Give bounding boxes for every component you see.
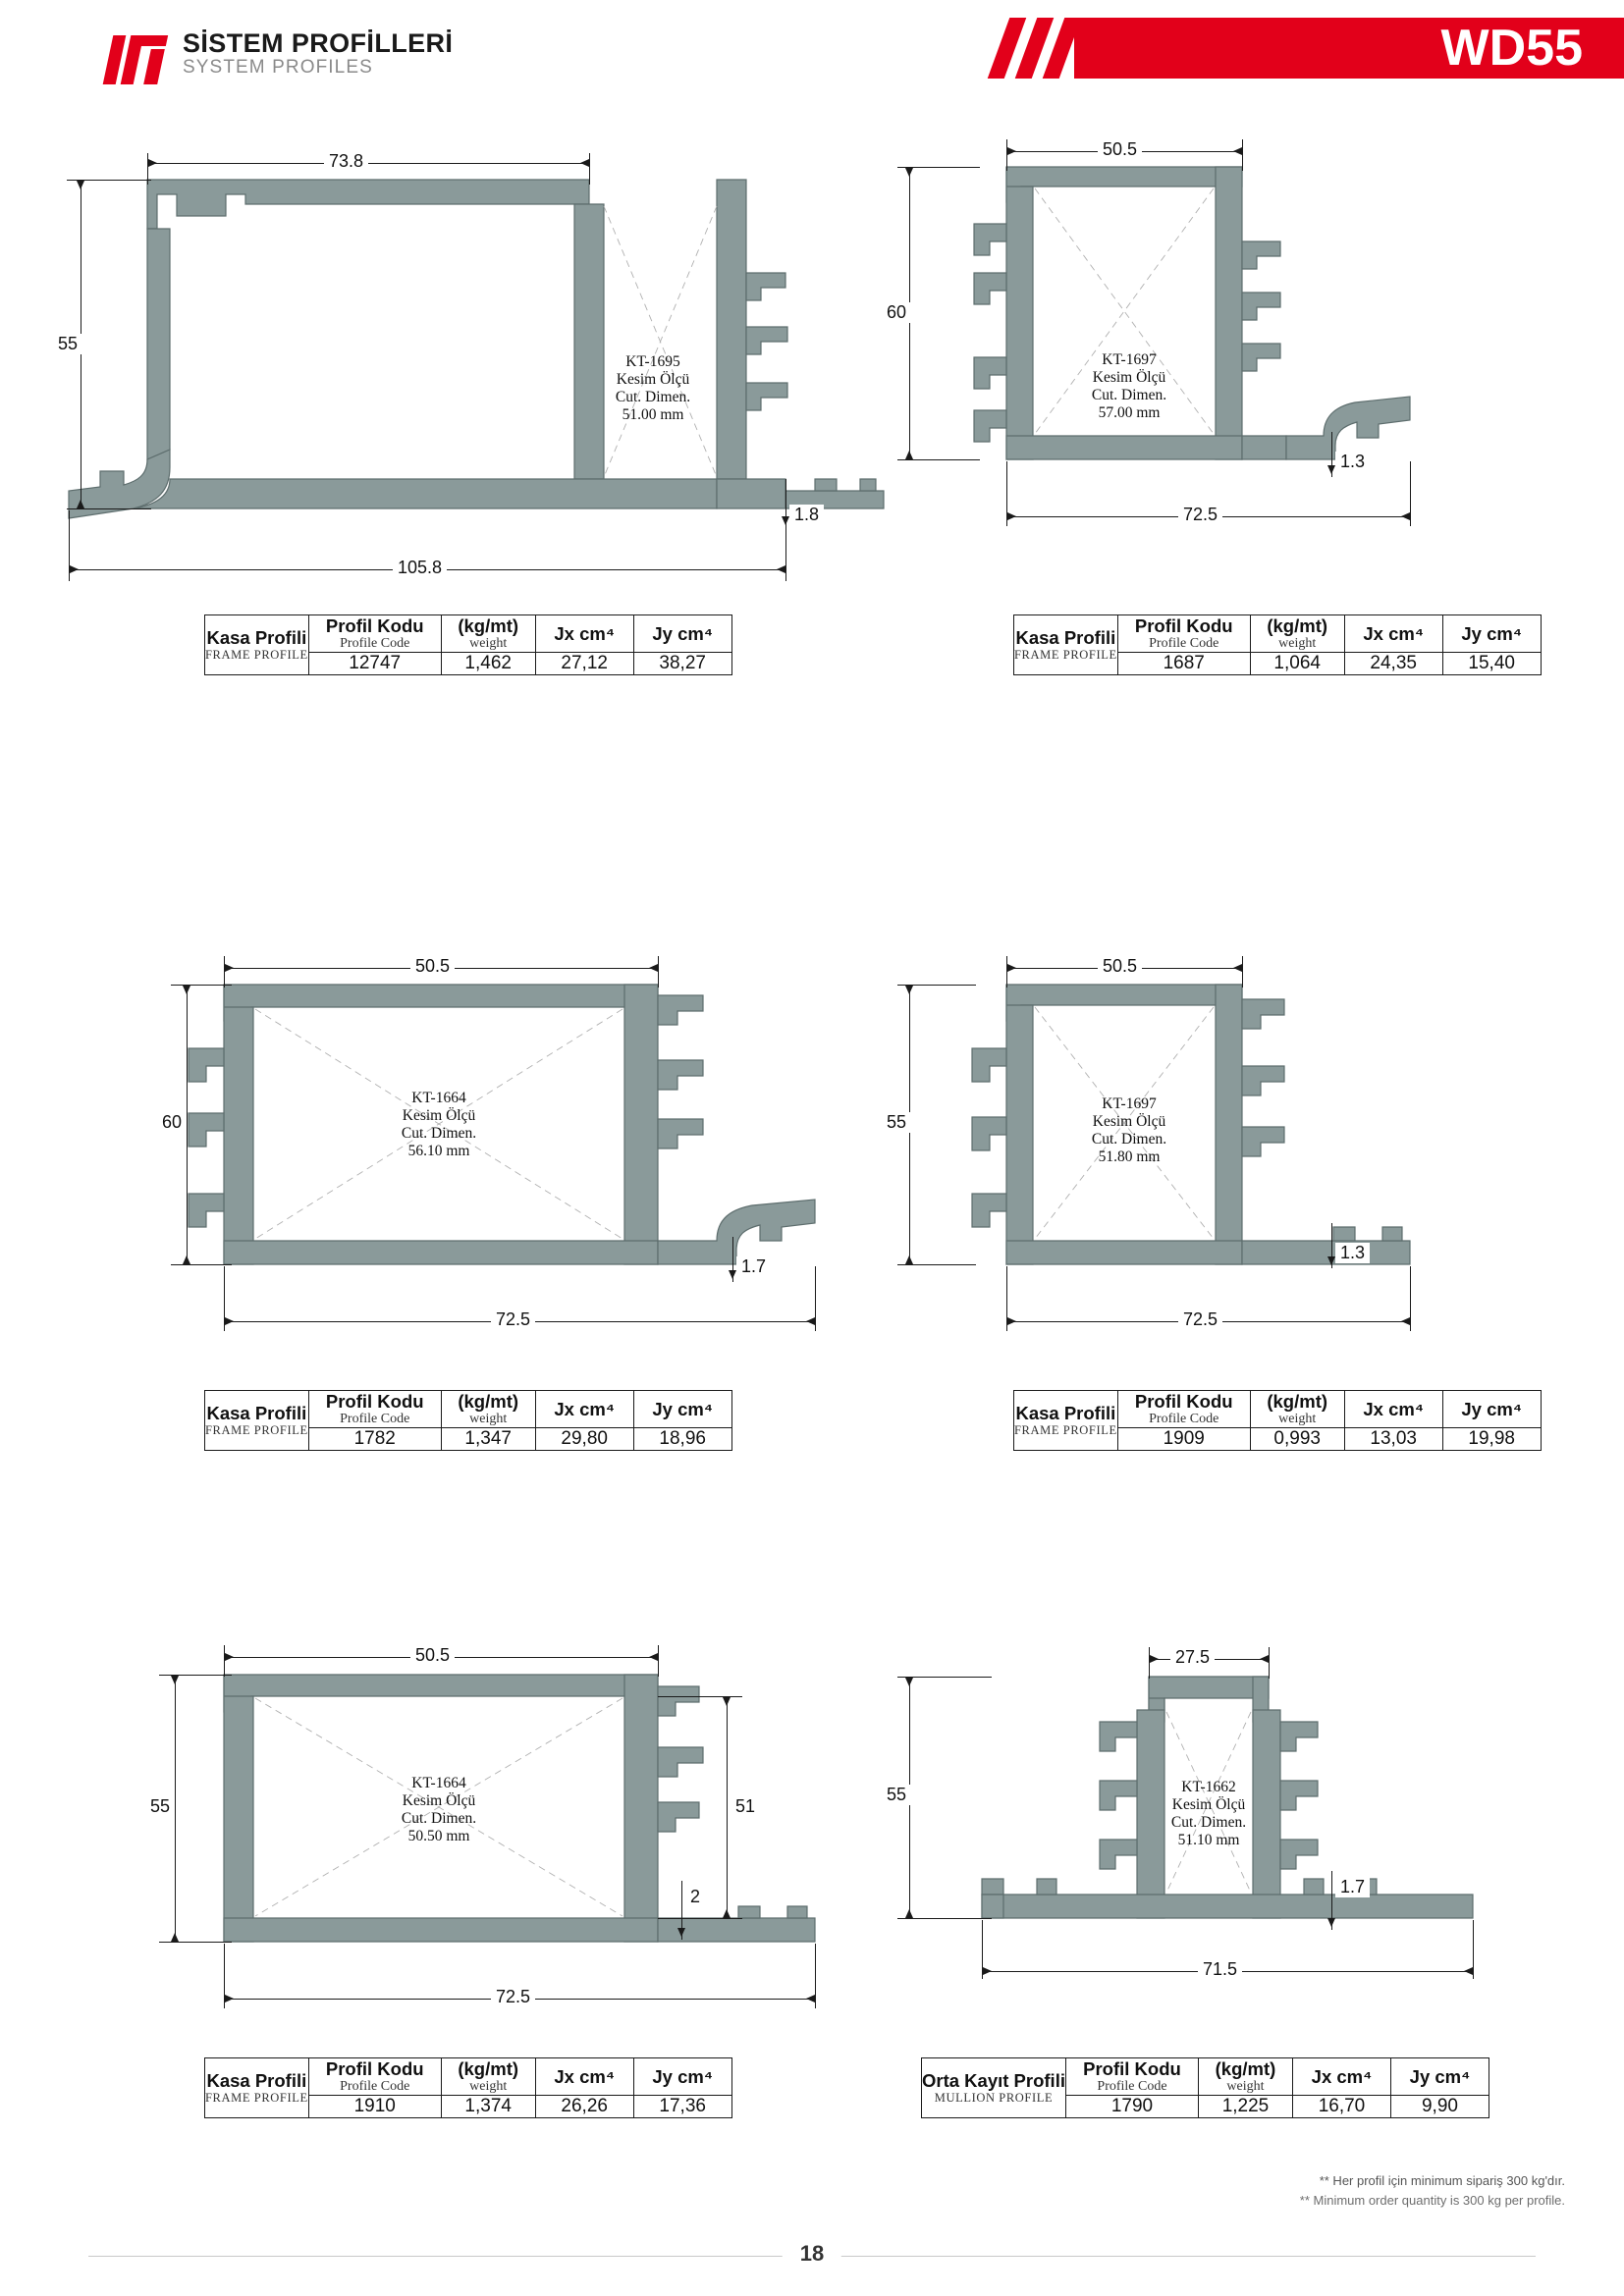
dim-left-6: 55	[882, 1785, 911, 1805]
table-row-label-en-6: MULLION PROFILE	[934, 2091, 1054, 2106]
page-footer	[0, 2241, 1624, 2270]
table-value-jy-1: 38,27	[633, 653, 731, 675]
profile-code-3: KT-1664	[411, 1090, 466, 1106]
figure-block-5	[39, 1490, 903, 2177]
spec-table-2	[1013, 614, 1542, 675]
dim-bottom-2: 72.5	[1178, 505, 1222, 525]
table-header-weight-en-2: weight	[1278, 636, 1317, 652]
dim-top-3: 50.5	[410, 956, 455, 977]
table-header-weight-en-1: weight	[469, 636, 508, 652]
table-header-weight-en-4: weight	[1278, 1412, 1317, 1427]
dim-right-5: 51	[731, 1796, 760, 1817]
figure-block-4	[864, 803, 1610, 1490]
cut-label-en-3: Cut. Dimen.	[401, 1124, 477, 1142]
cut-label-en-5: Cut. Dimen.	[401, 1809, 477, 1827]
cut-note-6	[1096, 1779, 1322, 1849]
dim-top-6: 27.5	[1170, 1647, 1215, 1668]
profile-drawing-4	[864, 803, 1610, 1333]
cut-label-tr-4: Kesim Ölçü	[1092, 1112, 1166, 1130]
dim-left-4: 55	[882, 1112, 911, 1133]
table-header-jx-2: Jx cm⁴	[1363, 623, 1424, 645]
dim-thickness-4: 1.3	[1335, 1243, 1370, 1263]
table-row-label-tr-3: Kasa Profili	[206, 1403, 307, 1424]
figure-block-2	[864, 126, 1610, 813]
cut-label-tr-6: Kesim Ölçü	[1171, 1795, 1246, 1813]
table-header-code-3: Profil Kodu	[325, 1391, 424, 1412]
table-row-label-en-2: FRAME PROFILE	[1014, 648, 1117, 663]
dim-top-5: 50.5	[410, 1645, 455, 1666]
dim-left-3: 60	[157, 1112, 187, 1133]
table-value-code-4: 1909	[1117, 1428, 1250, 1451]
table-row-label-tr-4: Kasa Profili	[1015, 1403, 1116, 1424]
table-header-jy-6: Jy cm⁴	[1409, 2066, 1471, 2088]
series-title: WD55	[1440, 20, 1583, 77]
table-header-weight-5: (kg/mt)	[458, 2058, 519, 2079]
page-header	[0, 0, 1624, 116]
cut-label-en-2: Cut. Dimen.	[1091, 386, 1167, 403]
cut-note-1	[540, 353, 766, 424]
table-header-jy-4: Jy cm⁴	[1461, 1399, 1522, 1420]
table-value-code-1: 12747	[308, 653, 441, 675]
table-header-weight-1: (kg/mt)	[458, 615, 519, 636]
profile-code-5: KT-1664	[411, 1775, 466, 1791]
brand-name-en: SYSTEM PROFILES	[183, 57, 373, 79]
table-header-code-6: Profil Kodu	[1083, 2058, 1181, 2079]
table-value-code-5: 1910	[308, 2096, 441, 2118]
footnote-en: ** Minimum order quantity is 300 kg per profile.	[1299, 2192, 1565, 2208]
header-slashes-icon	[947, 18, 1074, 79]
cut-label-en-1: Cut. Dimen.	[615, 388, 691, 405]
profile-drawing-6	[864, 1490, 1610, 2001]
figure-block-3	[39, 803, 903, 1490]
dim-bottom-1: 105.8	[393, 558, 447, 578]
table-header-jy-5: Jy cm⁴	[652, 2066, 713, 2088]
spec-table-3	[204, 1390, 732, 1451]
table-row-label-en-3: FRAME PROFILE	[205, 1423, 308, 1438]
cut-label-tr-2: Kesim Ölçü	[1092, 368, 1166, 386]
footnotes	[1300, 2171, 1565, 2210]
dim-thickness-3: 1.7	[736, 1256, 771, 1277]
brand-logo	[108, 29, 453, 84]
table-row-label-tr-2: Kasa Profili	[1015, 627, 1116, 649]
profile-code-4: KT-1697	[1102, 1095, 1157, 1112]
figure-block-6	[864, 1490, 1610, 2177]
table-header-weight-2: (kg/mt)	[1267, 615, 1328, 636]
dim-top-4: 50.5	[1098, 956, 1142, 977]
table-value-jy-6: 9,90	[1390, 2096, 1489, 2118]
profile-drawing-1	[39, 126, 903, 636]
table-header-weight-3: (kg/mt)	[458, 1391, 519, 1412]
page-number: 18	[783, 2241, 841, 2267]
table-value-code-2: 1687	[1117, 653, 1250, 675]
table-value-code-6: 1790	[1065, 2096, 1198, 2118]
table-header-weight-6: (kg/mt)	[1215, 2058, 1276, 2079]
table-header-code-en-2: Profile Code	[1149, 636, 1219, 652]
footnote-tr: ** Her profil için minimum sipariş 300 kg'dır.	[1319, 2173, 1565, 2188]
cut-note-4	[1016, 1095, 1242, 1166]
brand-name-tr: SİSTEM PROFİLLERİ	[183, 28, 454, 58]
dim-bottom-3: 72.5	[491, 1309, 535, 1330]
table-header-jx-1: Jx cm⁴	[554, 623, 615, 645]
profile-sheet	[0, 116, 1624, 2226]
logo-icon	[108, 29, 169, 84]
dim-left-1: 55	[53, 334, 82, 354]
table-value-jx-2: 24,35	[1344, 653, 1442, 675]
table-header-code-en-6: Profile Code	[1097, 2079, 1167, 2095]
table-value-code-3: 1782	[308, 1428, 441, 1451]
cut-label-tr-1: Kesim Ölçü	[616, 370, 690, 388]
cut-value-4: 51.80 mm	[1098, 1148, 1161, 1165]
table-header-code-en-4: Profile Code	[1149, 1412, 1219, 1427]
table-value-weight-1: 1,462	[441, 653, 535, 675]
profile-code-6: KT-1662	[1181, 1779, 1236, 1795]
dim-top-1: 73.8	[324, 151, 368, 172]
dim-bottom-4: 72.5	[1178, 1309, 1222, 1330]
table-header-code-5: Profil Kodu	[325, 2058, 424, 2079]
table-value-jx-6: 16,70	[1292, 2096, 1390, 2118]
table-value-jx-3: 29,80	[535, 1428, 633, 1451]
table-header-code-2: Profil Kodu	[1134, 615, 1233, 636]
table-row-label-tr-6: Orta Kayıt Profili	[922, 2070, 1065, 2092]
spec-table-1	[204, 614, 732, 675]
dim-bottom-5: 72.5	[491, 1987, 535, 2007]
cut-value-3: 56.10 mm	[407, 1142, 470, 1159]
table-value-jy-4: 19,98	[1442, 1428, 1541, 1451]
dim-left-2: 60	[882, 302, 911, 323]
table-header-jx-3: Jx cm⁴	[554, 1399, 615, 1420]
table-header-code-4: Profil Kodu	[1134, 1391, 1233, 1412]
table-value-jy-3: 18,96	[633, 1428, 731, 1451]
cut-value-1: 51.00 mm	[622, 405, 684, 423]
table-header-code-en-3: Profile Code	[340, 1412, 410, 1427]
cut-note-2	[1016, 351, 1242, 422]
table-header-weight-4: (kg/mt)	[1267, 1391, 1328, 1412]
table-value-weight-2: 1,064	[1250, 653, 1344, 675]
table-header-jx-6: Jx cm⁴	[1311, 2066, 1373, 2088]
profile-drawing-5	[39, 1490, 903, 2001]
table-header-weight-en-5: weight	[469, 2079, 508, 2095]
table-header-code-en-5: Profile Code	[340, 2079, 410, 2095]
table-header-jx-4: Jx cm⁴	[1363, 1399, 1424, 1420]
table-value-jx-4: 13,03	[1344, 1428, 1442, 1451]
table-row-label-en-4: FRAME PROFILE	[1014, 1423, 1117, 1438]
cut-label-tr-5: Kesim Ölçü	[402, 1791, 476, 1809]
table-header-jx-5: Jx cm⁴	[554, 2066, 615, 2088]
spec-table-4	[1013, 1390, 1542, 1451]
dim-bottom-6: 71.5	[1198, 1959, 1242, 1980]
table-value-weight-3: 1,347	[441, 1428, 535, 1451]
cut-value-2: 57.00 mm	[1098, 403, 1161, 421]
profile-code-1: KT-1695	[625, 353, 680, 370]
cut-note-5	[326, 1775, 552, 1845]
table-value-jx-1: 27,12	[535, 653, 633, 675]
table-value-weight-5: 1,374	[441, 2096, 535, 2118]
table-row-label-en-1: FRAME PROFILE	[205, 648, 308, 663]
dim-thickness-1: 1.8	[789, 505, 824, 525]
dim-thickness-5: 2	[685, 1887, 705, 1907]
table-header-code-1: Profil Kodu	[325, 615, 424, 636]
cut-value-5: 50.50 mm	[407, 1827, 470, 1844]
series-banner	[1074, 18, 1624, 79]
spec-table-5	[204, 2057, 732, 2118]
table-value-jy-5: 17,36	[633, 2096, 731, 2118]
cut-note-3	[326, 1090, 552, 1160]
figure-block-1	[39, 126, 903, 813]
cut-label-en-4: Cut. Dimen.	[1091, 1130, 1167, 1148]
cut-label-tr-3: Kesim Ölçü	[402, 1106, 476, 1124]
table-value-weight-4: 0,993	[1250, 1428, 1344, 1451]
table-value-jx-5: 26,26	[535, 2096, 633, 2118]
table-row-label-tr-1: Kasa Profili	[206, 627, 307, 649]
table-header-jy-1: Jy cm⁴	[652, 623, 713, 645]
table-header-weight-en-3: weight	[469, 1412, 508, 1427]
dim-left-5: 55	[145, 1796, 175, 1817]
table-row-label-en-5: FRAME PROFILE	[205, 2091, 308, 2106]
dim-top-2: 50.5	[1098, 139, 1142, 160]
table-row-label-tr-5: Kasa Profili	[206, 2070, 307, 2092]
table-header-code-en-1: Profile Code	[340, 636, 410, 652]
spec-table-6	[921, 2057, 1489, 2118]
cut-value-6: 51.10 mm	[1177, 1831, 1240, 1848]
dim-thickness-6: 1.7	[1335, 1877, 1370, 1897]
table-header-jy-3: Jy cm⁴	[652, 1399, 713, 1420]
cut-label-en-6: Cut. Dimen.	[1170, 1813, 1247, 1831]
table-header-weight-en-6: weight	[1226, 2079, 1265, 2095]
profile-drawing-3	[39, 803, 903, 1333]
dim-thickness-2: 1.3	[1335, 452, 1370, 472]
table-value-weight-6: 1,225	[1198, 2096, 1292, 2118]
profile-code-2: KT-1697	[1102, 351, 1157, 368]
table-header-jy-2: Jy cm⁴	[1461, 623, 1522, 645]
table-value-jy-2: 15,40	[1442, 653, 1541, 675]
